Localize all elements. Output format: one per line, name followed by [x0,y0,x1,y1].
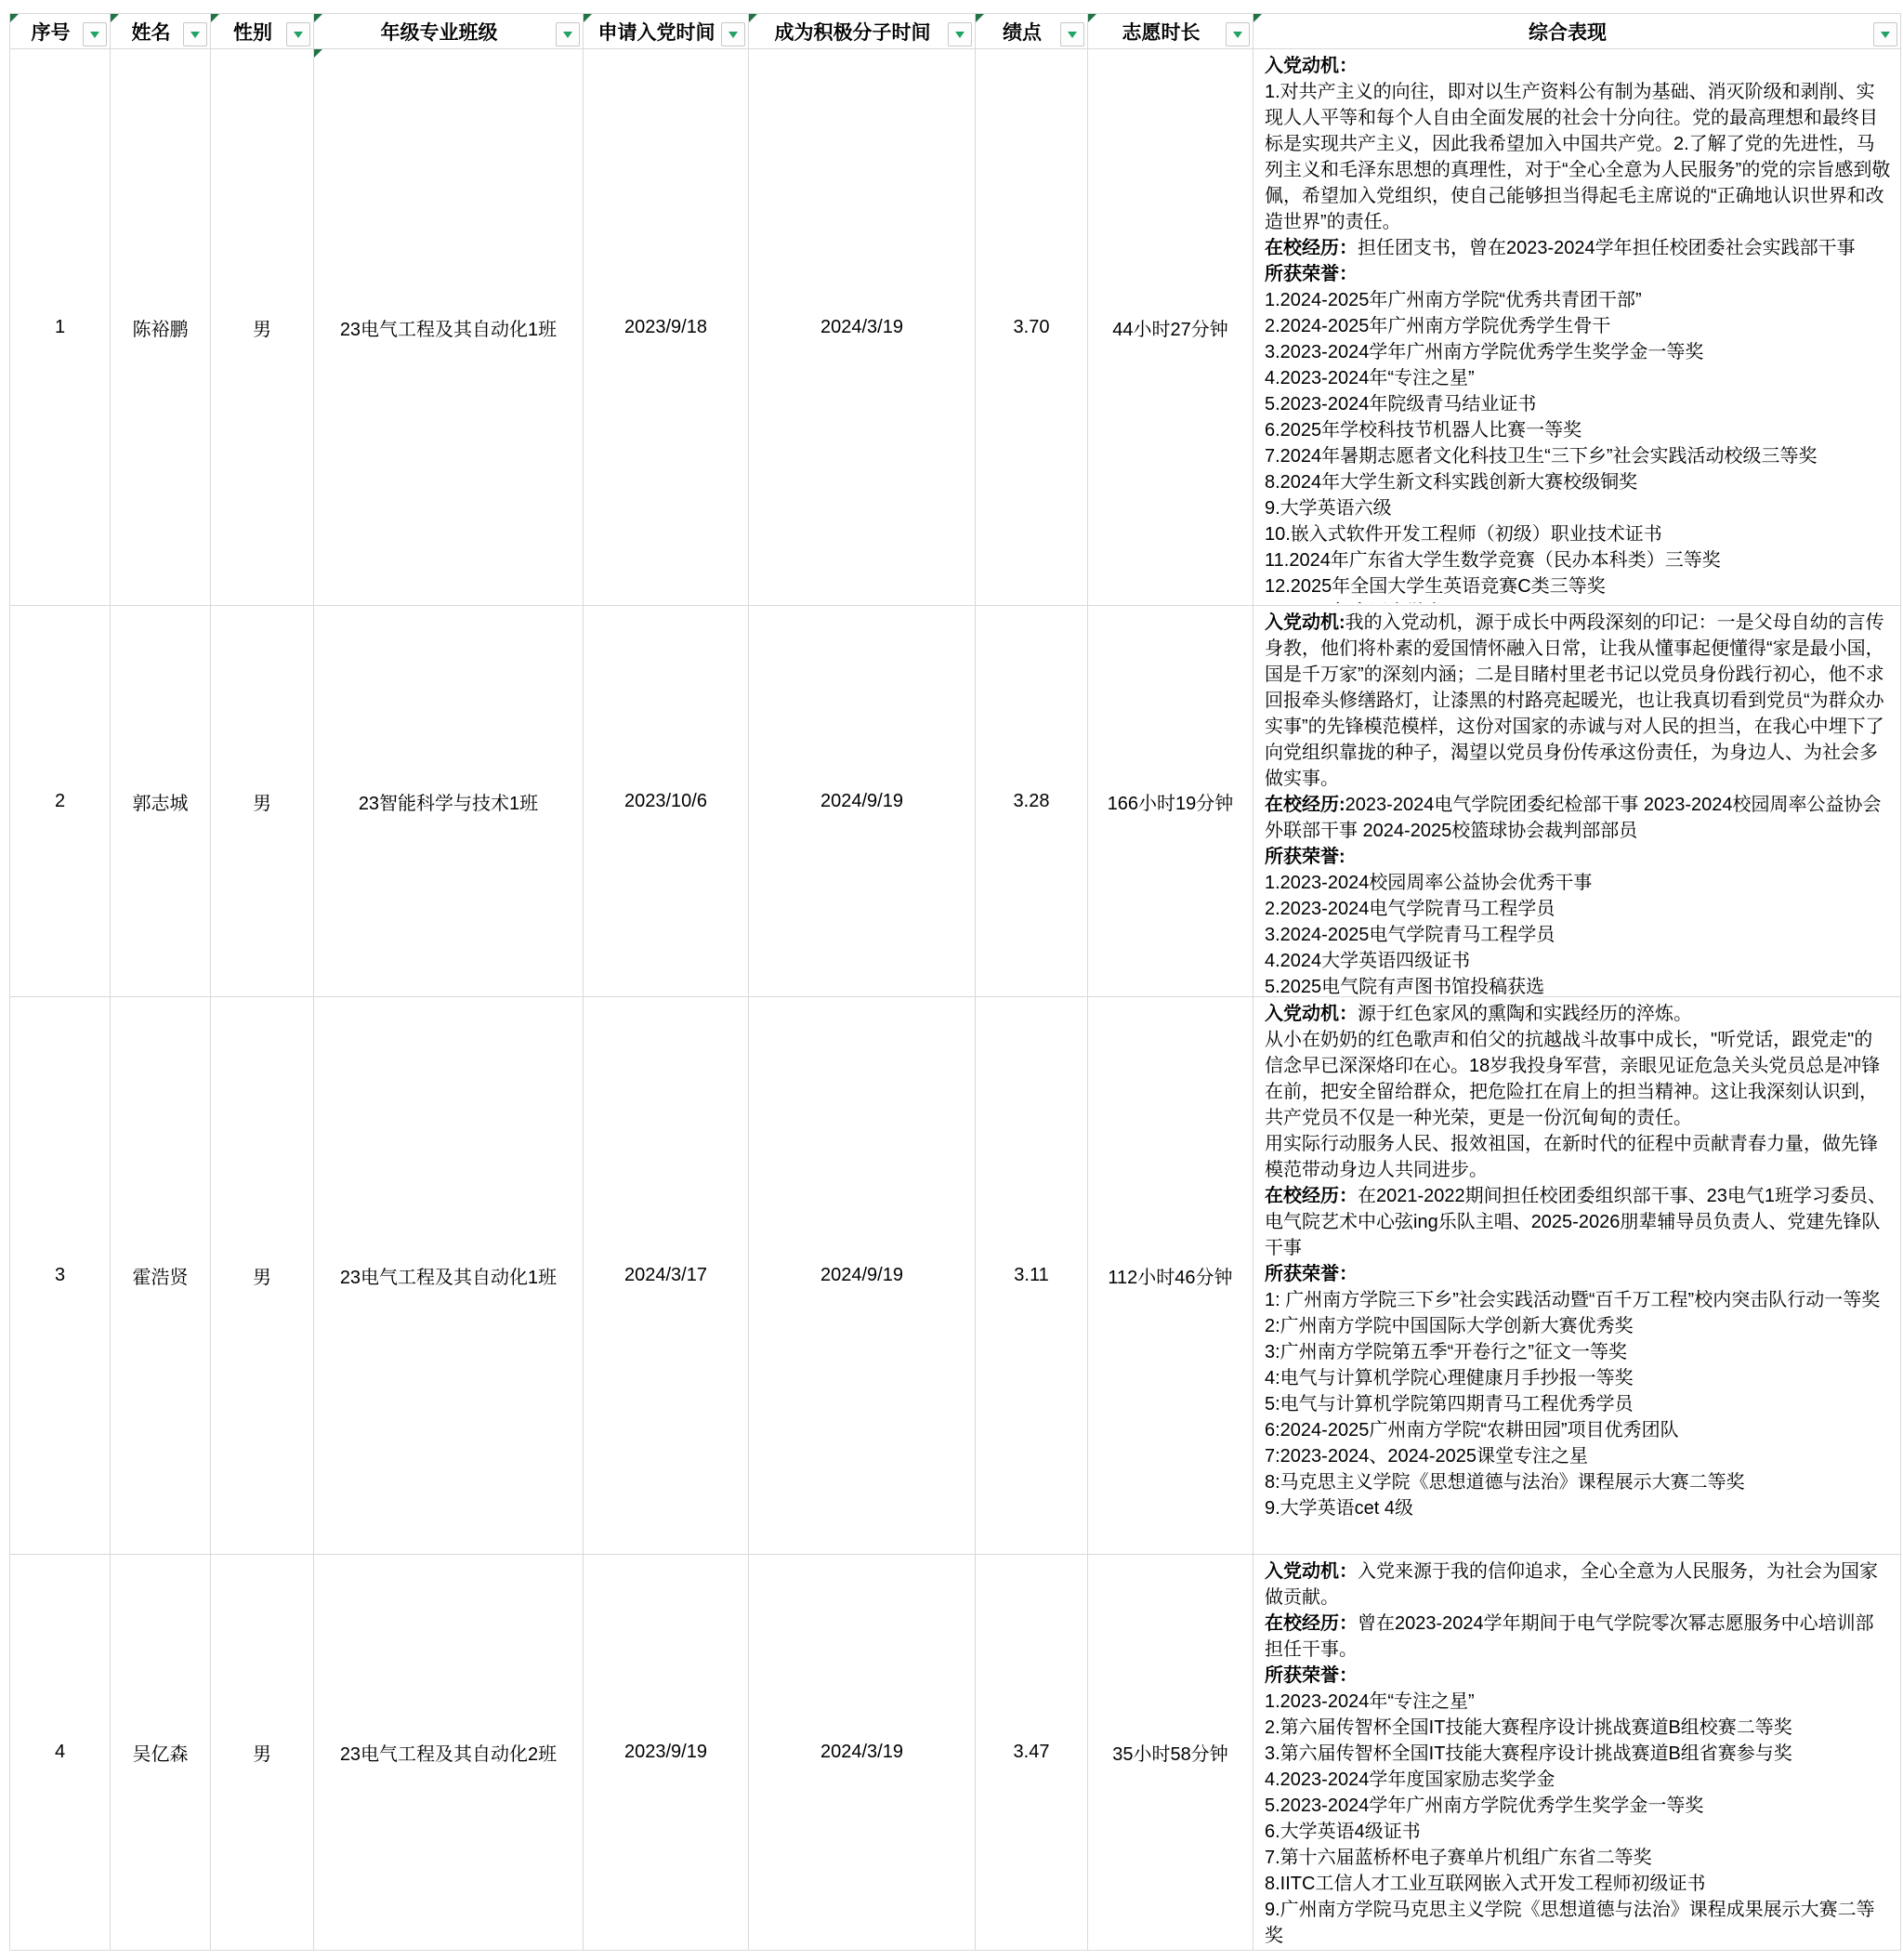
cell-volunteer-hours[interactable]: 35小时58分钟 [1088,1555,1253,1951]
performance-line: 在校经历：担任团支书，曾在2023-2024学年担任校团委社会实践部干事 [1265,238,1856,258]
performance-line: 4.2023-2024学年度国家励志奖学金 [1265,1769,1555,1790]
header-cell-name[interactable] [111,14,211,49]
performance-line: 1.2024-2025年广州南方学院“优秀共青团干部” [1265,290,1642,310]
performance-line: 入党动机：源于红色家风的熏陶和实践经历的淬炼。 [1265,1004,1692,1024]
cell-gpa[interactable]: 3.47 [976,1555,1088,1951]
cell-index[interactable]: 4 [10,1555,111,1951]
performance-line: 1.对共产主义的向往，即对以生产资料公有制为基础、消灭阶级和剥削、实现人人平等和每个人自由全面发展的社会十分向往。党的最高理想和最终目标是实现共产主义，因此我希望加入中国共产党。2.了解了党的先进性，马列主义和毛泽东思想的真理性，对于“全心全意为人民服务”的党的宗旨感到敬佩，希望加入党组织，使自己能够担当得起毛主席说的“正确地认识世界和改造世界”的责任。 [1265,82,1891,232]
filter-dropdown-icon [294,32,303,38]
performance-line: 2.2023-2024电气学院青马工程学员 [1265,899,1555,919]
cell-activist-date[interactable]: 2024/3/19 [749,1555,976,1951]
cell-performance[interactable] [1253,49,1901,606]
cell-gender[interactable]: 男 [211,606,314,997]
filter-button[interactable] [948,22,972,46]
performance-line: 入党动机:我的入党动机，源于成长中两段深刻的印记：一是父母自幼的言传身教，他们将朴素的爱国情怀融入日常，让我从懂事起便懂得“家是最小国，国是千万家”的深刻内涵；二是目睹村里老书记以党员身份践行初心，他不求回报牵头修缮路灯，让漆黑的村路亮起暖光，也让我真切看到党员“为群众办实事”的先锋模范模样，这份对国家的赤诚与对人民的担当，在我心中埋下了向党组织靠拢的种子，渴望以党员身份传承这份责任，为身边人、为社会多做实事。 [1265,612,1884,789]
filter-button[interactable] [1873,22,1897,46]
filter-button[interactable] [286,22,310,46]
filter-button[interactable] [183,22,207,46]
filter-button[interactable] [1060,22,1084,46]
header-cell-volunteer-hours[interactable] [1088,14,1253,49]
table-row [10,606,1901,997]
cell-performance[interactable] [1253,997,1901,1555]
header-cell-gender[interactable] [211,14,314,49]
table-row [10,997,1901,1555]
performance-line: 在校经历:2023-2024电气学院团委纪检部干事 2023-2024校园周率公益协会外联部干事 2024-2025校篮球协会裁判部部员 [1265,795,1882,841]
header-cell-apply-date[interactable] [584,14,749,49]
performance-line: 3.2024-2025电气学院青马工程学员 [1265,925,1555,945]
spreadsheet [9,13,1901,1951]
performance-line: 11.2024年广东省大学生数学竞赛（民办本科类）三等奖 [1265,550,1721,571]
performance-line: 9.广州南方学院马克思主义学院《思想道德与法治》课程成果展示大赛二等奖 [1265,1900,1875,1946]
cell-name[interactable]: 霍浩贤 [111,997,211,1555]
cell-class[interactable]: 23电气工程及其自动化2班 [314,1555,584,1951]
performance-line: 2:广州南方学院中国国际大学创新大赛优秀奖 [1265,1316,1634,1336]
cell-performance[interactable] [1253,606,1901,997]
cell-flag-icon [211,14,219,22]
table-row [10,1555,1901,1951]
cell-activist-date[interactable]: 2024/3/19 [749,49,976,606]
performance-line: 9.大学英语cet 4级 [1265,1498,1414,1519]
performance-line: 从小在奶奶的红色歌声和伯父的抗越战斗故事中成长，"听党话，跟党走"的信念早已深深烙印在心。18岁我投身军营，亲眼见证危急关头党员总是冲锋在前，把安全留给群众，把危险扛在肩上的担当精神。这让我深刻认识到，共产党员不仅是一种光荣，更是一份沉甸甸的责任。 [1265,1030,1881,1128]
cell-index[interactable]: 1 [10,49,111,606]
cell-apply-date[interactable]: 2023/10/6 [584,606,749,997]
cell-index[interactable]: 2 [10,606,111,997]
cell-apply-date[interactable]: 2023/9/18 [584,49,749,606]
table-row [10,49,1901,606]
filter-dropdown-icon [955,32,965,38]
cell-volunteer-hours[interactable]: 166小时19分钟 [1088,606,1253,997]
performance-line: 在校经历：在2021-2022期间担任校团委组织部干事、23电气1班学习委员、电气院艺术中心弦ing乐队主唱、2025-2026朋辈辅导员负责人、党建先锋队干事 [1265,1186,1887,1258]
performance-line [1265,599,1891,603]
performance-line: 1.2023-2024校园周率公益协会优秀干事 [1265,873,1593,893]
students-table [9,13,1901,1951]
performance-line: 入党动机： [1265,56,1358,76]
header-label: 性别 [233,21,272,44]
filter-button[interactable] [83,22,107,46]
performance-line: 7.2024年暑期志愿者文化科技卫生“三下乡”社会实践活动校级三等奖 [1265,446,1818,467]
cell-flag-icon [749,14,757,22]
performance-line: 12.2025年全国大学生英语竞赛C类三等奖 [1265,576,1606,597]
cell-performance[interactable] [1253,1555,1901,1951]
cell-activist-date[interactable]: 2024/9/19 [749,606,976,997]
header-label: 综合表现 [1529,21,1607,44]
cell-volunteer-hours[interactable]: 112小时46分钟 [1088,997,1253,1555]
performance-line: 1.2023-2024年“专注之星” [1265,1691,1475,1712]
cell-apply-date[interactable]: 2024/3/17 [584,997,749,1555]
header-cell-activist-date[interactable] [749,14,976,49]
cell-activist-date[interactable]: 2024/9/19 [749,997,976,1555]
performance-text [1265,610,1891,994]
performance-line: 6.2025年学校科技节机器人比赛一等奖 [1265,420,1582,441]
header-cell-index[interactable] [10,14,111,49]
performance-line: 9.大学英语六级 [1265,498,1392,519]
cell-gpa[interactable]: 3.28 [976,606,1088,997]
performance-line: 所获荣誉： [1265,1665,1358,1686]
filter-dropdown-icon [90,32,99,38]
cell-gender[interactable]: 男 [211,997,314,1555]
cell-flag-icon [1253,14,1262,22]
cell-flag-icon [314,49,322,58]
cell-apply-date[interactable]: 2023/9/19 [584,1555,749,1951]
cell-flag-icon [314,14,322,22]
performance-text [1265,53,1891,603]
filter-dropdown-icon [728,32,738,38]
performance-line: 4.2024大学英语四级证书 [1265,951,1471,971]
cell-name[interactable]: 郭志城 [111,606,211,997]
performance-line: 所获荣誉： [1265,264,1358,284]
cell-gender[interactable]: 男 [211,1555,314,1951]
performance-line: 1: 广州南方学院三下乡”社会实践活动暨“百千万工程”校内突击队行动一等奖 [1265,1290,1881,1310]
performance-line: 10.嵌入式软件开发工程师（初级）职业技术证书 [1265,524,1662,545]
performance-line: 4.2023-2024年“专注之星” [1265,368,1475,388]
cell-gpa[interactable]: 3.11 [976,997,1088,1555]
cell-class[interactable]: 23电气工程及其自动化1班 [314,997,584,1555]
performance-line: 5.2023-2024年院级青马结业证书 [1265,394,1537,414]
cell-class[interactable]: 23智能科学与技术1班 [314,606,584,997]
performance-line: 用实际行动服务人民、报效祖国，在新时代的征程中贡献青春力量，做先锋模范带动身边人共同进步。 [1265,1134,1878,1180]
filter-button[interactable] [721,22,745,46]
performance-line: 3.2023-2024学年广州南方学院优秀学生奖学金一等奖 [1265,342,1704,362]
performance-line: 6.大学英语4级证书 [1265,1822,1421,1842]
header-row [10,14,1901,49]
performance-line: 4:电气与计算机学院心理健康月手抄报一等奖 [1265,1368,1634,1388]
header-label: 序号 [31,21,71,44]
performance-line: 8.IITC工信人才工业互联网嵌入式开发工程师初级证书 [1265,1874,1706,1894]
header-label: 年级专业班级 [380,21,498,44]
performance-line: 7.第十六届蓝桥杯电子赛单片机组广东省二等奖 [1265,1848,1652,1868]
performance-line: 8:马克思主义学院《思想道德与法治》课程展示大赛二等奖 [1265,1472,1745,1493]
cell-class[interactable]: 23电气工程及其自动化1班 [314,49,584,606]
header-cell-gpa[interactable] [976,14,1088,49]
cell-gpa[interactable]: 3.70 [976,49,1088,606]
performance-line: 5.2025电气院有声图书馆投稿获选 [1265,977,1545,994]
performance-line: 在校经历：曾在2023-2024学年期间于电气学院零次幂志愿服务中心培训部担任干事。 [1265,1613,1874,1660]
performance-line: 2.第六届传智杯全国IT技能大赛程序设计挑战赛道B组校赛二等奖 [1265,1717,1792,1738]
header-cell-class[interactable] [314,14,584,49]
performance-line: 8.2024年大学生新文科实践创新大赛校级铜奖 [1265,472,1638,493]
cell-flag-icon [111,14,119,22]
header-label: 姓名 [131,21,171,44]
header-label: 成为积极分子时间 [774,21,931,44]
header-label: 绩点 [1003,21,1042,44]
filter-dropdown-icon [1881,32,1890,38]
cell-flag-icon [10,14,19,22]
header-label: 志愿时长 [1122,21,1201,44]
cell-name[interactable]: 吴亿森 [111,1555,211,1951]
filter-button[interactable] [1226,22,1250,46]
header-cell-performance[interactable] [1253,14,1901,49]
filter-dropdown-icon [1068,32,1077,38]
performance-text [1265,1001,1891,1521]
cell-index[interactable]: 3 [10,997,111,1555]
performance-line: 2.2024-2025年广州南方学院优秀学生骨干 [1265,316,1611,336]
performance-line: 6:2024-2025广州南方学院“农耕田园”项目优秀团队 [1265,1420,1679,1440]
cell-gender[interactable]: 男 [211,49,314,606]
cell-flag-icon [976,14,984,22]
cell-flag-icon [584,14,592,22]
performance-line: 5:电气与计算机学院第四期青马工程优秀学员 [1265,1394,1634,1414]
cell-flag-icon [1088,14,1096,22]
filter-dropdown-icon [1233,32,1242,38]
header-label: 申请入党时间 [597,21,715,44]
performance-line: 入党动机：入党来源于我的信仰追求，全心全意为人民服务，为社会为国家做贡献。 [1265,1561,1878,1608]
filter-dropdown-icon [190,32,200,38]
performance-text [1265,1559,1891,1947]
performance-line: 所获荣誉: [1265,847,1345,867]
filter-dropdown-icon [563,32,572,38]
cell-volunteer-hours[interactable]: 44小时27分钟 [1088,49,1253,606]
performance-line: 5.2023-2024学年广州南方学院优秀学生奖学金一等奖 [1265,1796,1704,1816]
filter-button[interactable] [556,22,580,46]
performance-line: 3.第六届传智杯全国IT技能大赛程序设计挑战赛道B组省赛参与奖 [1265,1743,1792,1764]
performance-line: 3:广州南方学院第五季“开卷行之”征文一等奖 [1265,1342,1627,1362]
performance-line: 7:2023-2024、2024-2025课堂专注之星 [1265,1446,1588,1467]
performance-line: 所获荣誉： [1265,1264,1358,1284]
cell-name[interactable]: 陈裕鹏 [111,49,211,606]
